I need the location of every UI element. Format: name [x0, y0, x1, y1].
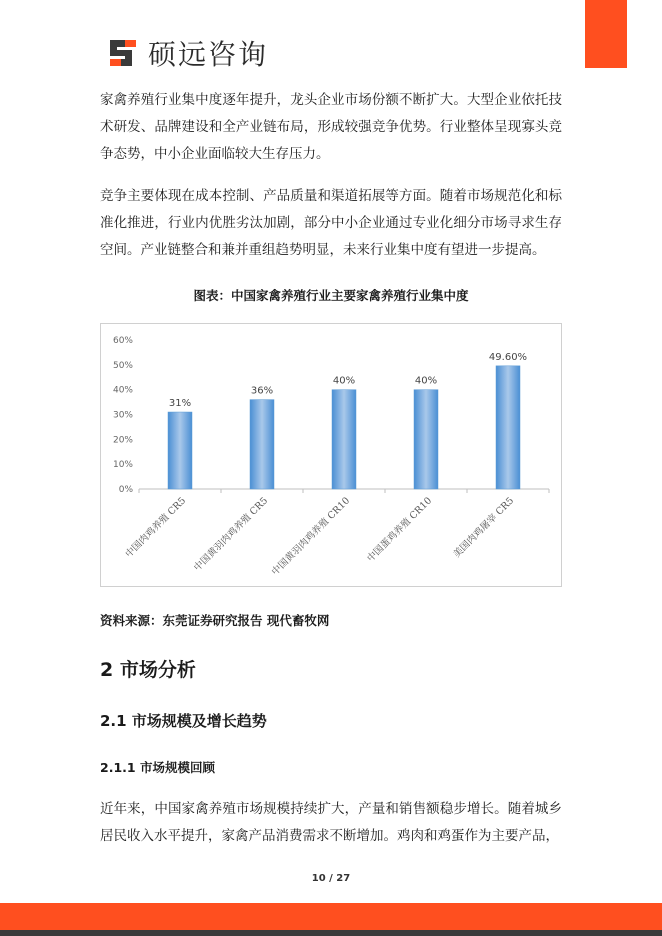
concentration-bar-chart — [100, 323, 562, 587]
bar — [496, 366, 520, 489]
data-label: 40% — [414, 375, 438, 387]
y-tick-label: 10% — [112, 460, 133, 471]
subsection-heading: 2.1 市场规模及增长趋势 — [100, 712, 267, 730]
y-tick-label: 40% — [112, 385, 133, 396]
category-label: 中国黄羽肉鸡养殖 CR10 — [269, 495, 353, 578]
header-accent-block — [585, 0, 627, 68]
figure-title: 图表：中国家禽养殖行业主要家禽养殖行业集中度 — [193, 288, 469, 303]
footer-dark-strip — [0, 930, 662, 936]
y-tick-label: 0% — [118, 485, 133, 495]
category-label: 中国肉鸡养殖 CR5 — [123, 495, 189, 561]
category-label: 中国黄羽肉鸡养殖 CR5 — [191, 495, 271, 574]
bar — [168, 412, 192, 489]
data-label: 36% — [250, 385, 274, 397]
paragraph-competition: 竞争主要体现在成本控制、产品质量和渠道拓展等方面。随着市场规范化和标准化推进，行业内优胜劣汰加剧，部分中小企业通过专业化细分市场寻求生存空间。产业链整合和兼并重组趋势明显，未来行业集中度有望进一步提高。 — [100, 188, 562, 258]
bar — [414, 390, 438, 489]
paragraph-market-size: 近年来，中国家禽养殖市场规模持续扩大，产量和销售额稳步增长。随着城乡居民收入水平提升，家禽产品消费需求不断增加。鸡肉和鸡蛋作为主要产品， — [100, 801, 562, 844]
bar — [332, 390, 356, 489]
y-tick-label: 20% — [112, 435, 133, 446]
page-number: 10 / 27 — [311, 873, 351, 884]
brand-name: 硕远咨询 — [148, 38, 269, 71]
brand-mark-icon — [108, 38, 138, 68]
y-tick-label: 30% — [112, 410, 133, 421]
figure-source: 资料来源：东莞证券研究报告 现代畜牧网 — [100, 613, 330, 628]
section-heading: 2 市场分析 — [100, 659, 196, 681]
brand-logo — [108, 36, 268, 70]
chart-canvas — [101, 324, 561, 586]
footer-accent-bar — [0, 903, 662, 930]
y-tick-label: 50% — [112, 360, 133, 371]
category-label: 中国蛋鸡养殖 CR10 — [365, 495, 435, 565]
paragraph-concentration: 家禽养殖行业集中度逐年提升，龙头企业市场份额不断扩大。大型企业依托技术研发、品牌建设和全产业链布局，形成较强竞争优势。行业整体呈现寡头竞争态势，中小企业面临较大生存压力。 — [100, 92, 562, 162]
sub-subsection-heading: 2.1.1 市场规模回顾 — [100, 760, 215, 775]
data-label: 49.60% — [488, 351, 528, 363]
y-tick-label: 60% — [112, 336, 133, 346]
data-label: 40% — [332, 375, 356, 387]
data-label: 31% — [168, 398, 192, 410]
bar — [250, 400, 274, 489]
category-label: 美国肉鸡屠宰 CR5 — [451, 495, 517, 561]
